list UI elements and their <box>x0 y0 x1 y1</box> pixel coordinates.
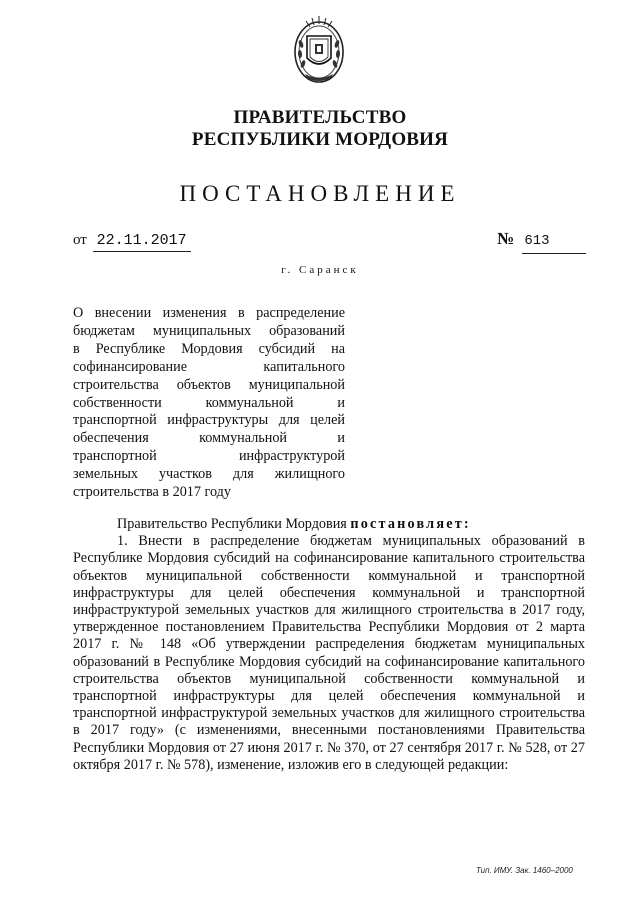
intro-line <box>73 516 585 533</box>
print-note: Тип. ИМУ. Зак. 1460–2000 <box>476 866 573 875</box>
subject-line: строительства в 2017 году <box>73 484 231 501</box>
subject-line: обеспечения коммунальной и <box>73 430 345 447</box>
number-sign: № <box>497 229 515 248</box>
subject-line: собственности коммунальной и <box>73 394 345 411</box>
government-title-line1: ПРАВИТЕЛЬСТВО <box>233 107 407 128</box>
subject-line: О внесении изменения в распределение <box>73 305 345 321</box>
subject-line: в Республике Мордовия субсидий на <box>73 340 345 357</box>
document-date: 22.11.2017 <box>93 232 191 252</box>
date-row <box>73 231 191 252</box>
decree-word: постановляет: <box>350 516 471 532</box>
intro-text: Правительство Республики Мордовия <box>117 516 347 532</box>
subject-block <box>73 305 345 502</box>
subject-line: земельных участков для жилищного <box>73 466 345 483</box>
subject-line: бюджетам муниципальных образований <box>73 322 345 339</box>
subject-line: транспортной инфраструктурой <box>73 448 345 465</box>
paragraph-1: 1. Внести в распределение бюджетам муниципальных образований в Республике Мордовия субсидий на софинансирование капитального строительства объектов муниципальной собственности коммунальной и транспортной инфраструктуры для целей обеспечения коммунальной и транспортной инфраструктурой земельных участков для жилищного строительства в 2017 году, утвержденное постановлением Правительства Республики Мордовия от 2 марта 2017 г. № 148 «Об утверждении распределения бюджетам муниципальных образований в Республике Мордовия субсидий на софинансирование капитального строительства объектов муниципальной собственности коммунальной и транспортной инфраструктуры для целей обеспечения коммунальной и транспортной инфраструктурой земельных участков для жилищного строительства в 2017 году» (с изменениями, внесенными постановлениями Правительства Республики Мордовия от 27 июня 2017 г. № 370, от 27 сентября 2017 г. № 528, от 27 октября 2017 г. № 578), изменение, изложив его в следующей редакции: <box>73 533 585 773</box>
date-prefix: от <box>73 232 87 248</box>
document-number: 613 <box>522 231 586 254</box>
coat-of-arms-emblem-icon <box>293 14 345 84</box>
number-row <box>497 229 586 254</box>
body-text <box>73 516 585 774</box>
subject-line: строительства объектов муниципальной <box>73 376 345 393</box>
subject-line: софинансирование капитального <box>73 358 345 375</box>
government-title-line2: РЕСПУБЛИКИ МОРДОВИЯ <box>191 129 449 150</box>
subject-line: транспортной инфраструктуры для целей <box>73 412 345 429</box>
document-type-heading: ПОСТАНОВЛЕНИЕ <box>179 181 461 206</box>
city-name: г. Саранск <box>281 264 359 276</box>
